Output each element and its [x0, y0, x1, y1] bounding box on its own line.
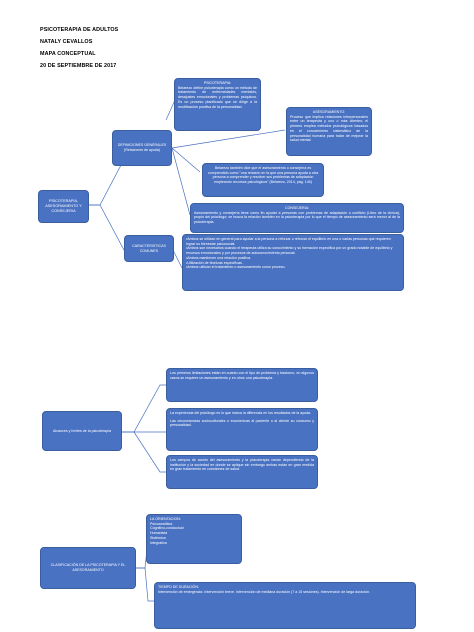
- comun-item-3: •Ambos mantienen una relación positiva.: [186, 255, 251, 260]
- root-label: PSICOTERAPIA, ASESORAMIENTO Y CONSEJERIA: [45, 199, 82, 213]
- experiencia-text: La experiencia del psicólogo es lo que marca la diferencia en los resultados de la ayuda.: [170, 411, 312, 415]
- doc-date: 20 DE SEPTIEMBRE DE 2017: [40, 63, 117, 69]
- comun-item-1: •Ambos se utilizan en general para ayudar a la persona a reforzar o reforzar el equilibrio en una o varias personas que requieren lograr su bienestar psicosocial.: [186, 237, 391, 246]
- caracteristicas-title: CARACTERISTICAS COMUNES: [132, 243, 166, 253]
- comun-item-2: •Ambos son necesarios cuando el terapeuta utiliza su conocimiento y su formación específica por un grado notable de equilibrio y recursos emocionales y por procesos de autoconocimiento personal.: [186, 246, 393, 256]
- doc-type: MAPA CONCEPTUAL: [40, 51, 96, 57]
- alcances-limites-node: [42, 411, 122, 451]
- asesoramiento-definition-node: [286, 107, 372, 156]
- consejeria-text: Asesoramiento y consejería tiene como fin ayudar a personas con problemas de adaptación o conflicto (Libro de la clínica), propio del psicólogo; se busca la relación también en la psicoterapia por lo que el tiempo de asesoramiento será menor al de la psicoterapia.: [194, 210, 400, 225]
- orientacion-item-5: Integrativa: [150, 540, 167, 545]
- clasificacion-node: [40, 547, 136, 589]
- doc-author: NATALY CEVALLOS: [40, 39, 93, 45]
- duracion-text: Intervención de emergencia. Intervención breve. Intervención de mediana duración (7 a 15 sesiones). Intervención de larga duración.: [158, 589, 370, 594]
- asesoramiento-title: ASESORAMIENTO:: [312, 110, 346, 114]
- alcances-title: Alcances y límites de la psicoterapia: [53, 428, 111, 433]
- campos-accion-node: [166, 455, 318, 489]
- orientacion-item-1: Psicoanalítica: [150, 521, 173, 526]
- doc-course-title: PSICOTERAPIA DE ADULTOS: [40, 27, 119, 33]
- limitaciones-text: Los primeros limitaciones están en cuanto con el tipo de problema y trastorno, en algunos casos se requiere un asesoramiento y en otros una psicoterapia.: [170, 371, 314, 380]
- definiciones-subtitle: (Relaciones de ayuda): [124, 148, 160, 152]
- orientacion-title: LA ORIENTACION:: [150, 517, 181, 521]
- comun-item-5: •Ambos utilizan el tratamiento o asesoramiento como proceso.: [186, 265, 286, 270]
- consejeria-definition-node: [190, 203, 404, 233]
- experiencia-node: [166, 408, 318, 451]
- duracion-node: [154, 582, 416, 629]
- orientacion-item-4: Sistémica: [150, 535, 166, 540]
- circunstancias-text: Las circunstancias socioculturales o económicas al paciente o al cliente su consumo y personalidad.: [170, 418, 314, 428]
- duracion-title: TIEMPO DE DURACIÓN:: [158, 585, 199, 589]
- comunes-list-node: [182, 234, 404, 291]
- caracteristicas-comunes-node: [124, 235, 174, 262]
- orientacion-node: [146, 514, 242, 564]
- comun-item-4: •Utilización de técnicas específicas.: [186, 260, 243, 265]
- consejeria-title: CONSEJERIA:: [285, 206, 309, 210]
- definiciones-generales-node: [112, 130, 172, 166]
- definiciones-title: DEFINICIONES GENERALES: [117, 143, 167, 148]
- campos-accion-text: Los campos de acción del asesoramiento y la psicoterapia varían dependiendo de la institución y la sociedad en donde se aplique sin embargo ambas están en gran medida en gran tratamiento en cuestiones de salud.: [170, 458, 314, 472]
- orientacion-item-3: Humanista: [150, 531, 168, 536]
- psicoterapia-text: Belarezo define psicoterapia como un método de tratamiento de enfermedades mentales, desajustes emocionales y problemas psíquicos. Es un proceso planificado que se dirige a la modificación positiva de la personalidad.: [178, 85, 257, 109]
- consejeria-comprension-node: [202, 163, 324, 197]
- clasificacion-title: CLASIFICACIÓN DE LA PSICOTERAPIA Y EL ASESORAMIENTO: [50, 563, 126, 572]
- psicoterapia-definition-node: [174, 78, 261, 131]
- psicoterapia-title: PSICOTERAPIA:: [203, 81, 232, 85]
- asesoramiento-text: Proceso que implica relaciones interpersonales entre un terapeuta y uno o más clientes; el primero emplea métodos psicológicos basados en el conocimiento sistemático de la personalidad humana para tratar de mejorar la salud mental.: [290, 114, 368, 143]
- limitaciones-node: [166, 368, 318, 402]
- consejeria-comprension-text: Belarezo también dice que el asesoramiento o consejería es comprendido como "una relación en la que una persona ayuda a otra persona a comprender y resolver sus problemas de adaptación empleando recursos psicológicos" (Belarezo, 2014, pág. 140): [207, 166, 319, 185]
- root-psicoterapia-asesoramiento: [38, 190, 89, 223]
- orientacion-item-2: Cognitivo-conductual: [150, 526, 184, 531]
